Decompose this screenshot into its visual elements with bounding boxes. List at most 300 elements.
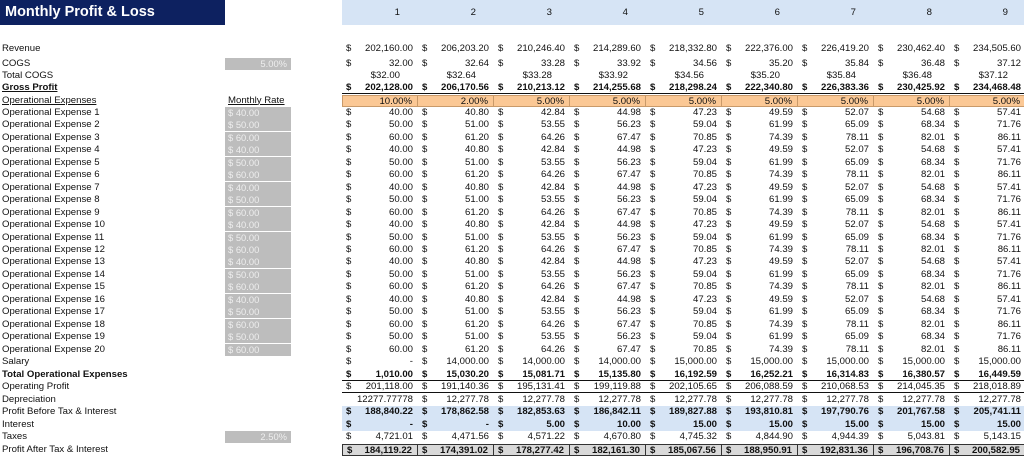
operational-expense-19-cell[interactable] [874,331,950,343]
operational-expense-8-cell[interactable] [418,194,494,206]
operational-expense-16-cell[interactable] [722,294,798,306]
operational-expense-12-cell[interactable] [874,244,950,256]
gross-profit-cell[interactable] [798,82,874,94]
operational-expense-18-cell[interactable] [798,319,874,331]
operational-expense-8-cell[interactable] [722,194,798,206]
operational-expense-19-cell[interactable] [722,331,798,343]
operational-expense-7-cell[interactable] [646,182,722,194]
operational-expense-10-cell[interactable] [950,219,1024,231]
profit-before-tax-interest-cell[interactable] [418,406,494,418]
operating-profit-cell[interactable] [798,381,874,393]
total-cogs-cell[interactable] [418,70,494,82]
operational-expense-1-cell[interactable] [950,107,1024,119]
operational-expense-8-cell[interactable] [494,194,570,206]
taxes-cell[interactable] [494,431,570,443]
operational-expense-14-cell[interactable] [950,269,1024,281]
operational-expense-19-cell[interactable] [798,331,874,343]
operational-expense-9-cell[interactable] [418,207,494,219]
cogs-cell[interactable] [950,58,1024,70]
operational-expense-12-cell[interactable] [418,244,494,256]
growth-rate-cell[interactable] [494,95,570,107]
operational-expense-20-cell[interactable] [874,344,950,356]
month-header-6[interactable]: 6 [774,7,780,18]
total-cogs-cell[interactable] [722,70,798,82]
operational-expense-3-cell[interactable] [494,132,570,144]
interest-cell[interactable] [874,419,950,431]
salary-cell[interactable] [874,356,950,368]
operational-expense-13-cell[interactable] [722,256,798,268]
cogs-cell[interactable] [722,58,798,70]
total-operational-expenses-cell[interactable] [570,369,646,381]
gross-profit-cell[interactable] [874,82,950,94]
taxes-cell[interactable] [342,431,418,443]
operational-expense-2-cell[interactable] [570,119,646,131]
profit-before-tax-interest-cell[interactable] [798,406,874,418]
interest-cell[interactable] [570,419,646,431]
operational-expense-17-cell[interactable] [798,306,874,318]
operational-expense-2-cell[interactable] [722,119,798,131]
operational-expense-2-cell[interactable] [646,119,722,131]
operational-expense-17-cell[interactable] [874,306,950,318]
operational-expense-11-cell[interactable] [342,232,418,244]
operational-expense-8-cell[interactable] [646,194,722,206]
operational-expense-20-cell[interactable] [494,344,570,356]
operational-expense-7-cell[interactable] [418,182,494,194]
operational-expense-5-cell[interactable] [494,157,570,169]
operational-expense-13-cell[interactable] [570,256,646,268]
operational-expense-19-cell[interactable] [646,331,722,343]
operational-expense-3-cell[interactable] [646,132,722,144]
total-cogs-cell[interactable] [494,70,570,82]
operating-profit-cell[interactable] [646,381,722,393]
operational-expense-11-cell[interactable] [798,232,874,244]
depreciation-cell[interactable] [798,394,874,406]
gross-profit-cell[interactable] [570,82,646,94]
total-operational-expenses-cell[interactable] [950,369,1024,381]
growth-rate-cell[interactable] [722,95,798,107]
month-header-9[interactable]: 9 [1002,7,1008,18]
monthly-rate-input-14[interactable]: $ 50.00 [225,269,291,281]
revenue-cell[interactable] [874,43,950,55]
operational-expense-8-cell[interactable] [798,194,874,206]
tax-rate-input[interactable]: 2.50% [225,431,291,443]
gross-profit-cell[interactable] [950,82,1024,94]
operational-expense-2-cell[interactable] [494,119,570,131]
revenue-cell[interactable] [494,43,570,55]
operational-expense-10-cell[interactable] [418,219,494,231]
operational-expense-18-cell[interactable] [722,319,798,331]
taxes-cell[interactable] [570,431,646,443]
operational-expense-14-cell[interactable] [342,269,418,281]
taxes-cell[interactable] [646,431,722,443]
operational-expense-6-cell[interactable] [418,169,494,181]
operational-expense-14-cell[interactable] [646,269,722,281]
profit-before-tax-interest-cell[interactable] [950,406,1024,418]
operational-expense-9-cell[interactable] [342,207,418,219]
operational-expense-1-cell[interactable] [418,107,494,119]
operational-expense-1-cell[interactable] [570,107,646,119]
operational-expense-20-cell[interactable] [418,344,494,356]
operational-expense-7-cell[interactable] [570,182,646,194]
operational-expense-17-cell[interactable] [494,306,570,318]
operational-expense-20-cell[interactable] [570,344,646,356]
revenue-cell[interactable] [418,43,494,55]
interest-cell[interactable] [494,419,570,431]
operational-expense-6-cell[interactable] [342,169,418,181]
operational-expense-8-cell[interactable] [950,194,1024,206]
operational-expense-18-cell[interactable] [342,319,418,331]
operational-expense-16-cell[interactable] [418,294,494,306]
operational-expense-16-cell[interactable] [798,294,874,306]
monthly-rate-input-5[interactable]: $ 50.00 [225,157,291,169]
monthly-rate-input-19[interactable]: $ 50.00 [225,331,291,343]
taxes-cell[interactable] [798,431,874,443]
operational-expense-12-cell[interactable] [722,244,798,256]
monthly-rate-input-15[interactable]: $ 60.00 [225,281,291,293]
operational-expense-5-cell[interactable] [418,157,494,169]
operational-expense-14-cell[interactable] [722,269,798,281]
operational-expense-17-cell[interactable] [950,306,1024,318]
operational-expense-17-cell[interactable] [646,306,722,318]
operational-expense-10-cell[interactable] [798,219,874,231]
operational-expense-7-cell[interactable] [722,182,798,194]
operational-expense-10-cell[interactable] [722,219,798,231]
total-cogs-cell[interactable] [798,70,874,82]
operational-expense-4-cell[interactable] [494,144,570,156]
operational-expense-17-cell[interactable] [418,306,494,318]
operational-expense-15-cell[interactable] [874,281,950,293]
revenue-cell[interactable] [722,43,798,55]
profit-after-tax-interest-cell[interactable] [570,444,646,456]
total-operational-expenses-cell[interactable] [646,369,722,381]
operational-expense-4-cell[interactable] [950,144,1024,156]
operational-expense-1-cell[interactable] [342,107,418,119]
operational-expense-12-cell[interactable] [646,244,722,256]
interest-cell[interactable] [950,419,1024,431]
operational-expense-4-cell[interactable] [874,144,950,156]
operational-expense-8-cell[interactable] [342,194,418,206]
profit-before-tax-interest-cell[interactable] [874,406,950,418]
total-cogs-cell[interactable] [646,70,722,82]
operational-expense-16-cell[interactable] [342,294,418,306]
depreciation-cell[interactable] [570,394,646,406]
cogs-cell[interactable] [874,58,950,70]
total-cogs-cell[interactable] [874,70,950,82]
operational-expense-9-cell[interactable] [494,207,570,219]
operational-expense-7-cell[interactable] [342,182,418,194]
salary-cell[interactable] [418,356,494,368]
operational-expense-15-cell[interactable] [646,281,722,293]
growth-rate-cell[interactable] [874,95,950,107]
operational-expense-3-cell[interactable] [950,132,1024,144]
operational-expense-6-cell[interactable] [570,169,646,181]
cogs-cell[interactable] [418,58,494,70]
operational-expense-9-cell[interactable] [722,207,798,219]
operational-expense-11-cell[interactable] [646,232,722,244]
taxes-cell[interactable] [874,431,950,443]
revenue-cell[interactable] [646,43,722,55]
operational-expense-1-cell[interactable] [874,107,950,119]
operational-expense-10-cell[interactable] [570,219,646,231]
monthly-rate-input-6[interactable]: $ 60.00 [225,169,291,181]
operational-expense-11-cell[interactable] [874,232,950,244]
operational-expense-4-cell[interactable] [646,144,722,156]
monthly-rate-input-1[interactable]: $ 40.00 [225,107,291,119]
operational-expense-5-cell[interactable] [570,157,646,169]
operational-expense-7-cell[interactable] [494,182,570,194]
profit-after-tax-interest-cell[interactable] [646,444,722,456]
operational-expense-17-cell[interactable] [722,306,798,318]
operating-profit-cell[interactable] [418,381,494,393]
monthly-rate-input-10[interactable]: $ 40.00 [225,219,291,231]
operational-expense-12-cell[interactable] [342,244,418,256]
operational-expense-15-cell[interactable] [570,281,646,293]
operational-expense-11-cell[interactable] [950,232,1024,244]
salary-cell[interactable] [494,356,570,368]
operational-expense-11-cell[interactable] [570,232,646,244]
operational-expense-3-cell[interactable] [874,132,950,144]
operational-expense-12-cell[interactable] [950,244,1024,256]
monthly-rate-input-12[interactable]: $ 60.00 [225,244,291,256]
operational-expense-13-cell[interactable] [950,256,1024,268]
total-operational-expenses-cell[interactable] [494,369,570,381]
monthly-rate-input-2[interactable]: $ 50.00 [225,119,291,131]
gross-profit-cell[interactable] [418,82,494,94]
operational-expense-7-cell[interactable] [950,182,1024,194]
operational-expense-13-cell[interactable] [874,256,950,268]
operational-expense-2-cell[interactable] [342,119,418,131]
profit-after-tax-interest-cell[interactable] [874,444,950,456]
taxes-cell[interactable] [722,431,798,443]
monthly-rate-input-20[interactable]: $ 60.00 [225,344,291,356]
profit-after-tax-interest-cell[interactable] [494,444,570,456]
operational-expense-14-cell[interactable] [494,269,570,281]
operational-expense-19-cell[interactable] [494,331,570,343]
operational-expense-16-cell[interactable] [874,294,950,306]
operational-expense-15-cell[interactable] [342,281,418,293]
operational-expense-18-cell[interactable] [570,319,646,331]
operational-expense-16-cell[interactable] [950,294,1024,306]
taxes-cell[interactable] [418,431,494,443]
monthly-rate-input-7[interactable]: $ 40.00 [225,182,291,194]
operational-expense-17-cell[interactable] [570,306,646,318]
salary-cell[interactable] [570,356,646,368]
operational-expense-6-cell[interactable] [722,169,798,181]
interest-cell[interactable] [798,419,874,431]
total-operational-expenses-cell[interactable] [342,369,418,381]
operational-expense-5-cell[interactable] [722,157,798,169]
cogs-cell[interactable] [342,58,418,70]
operational-expense-14-cell[interactable] [418,269,494,281]
salary-cell[interactable] [342,356,418,368]
operational-expense-6-cell[interactable] [646,169,722,181]
operational-expense-18-cell[interactable] [874,319,950,331]
operational-expense-14-cell[interactable] [874,269,950,281]
operational-expense-18-cell[interactable] [418,319,494,331]
salary-cell[interactable] [950,356,1024,368]
month-header-3[interactable]: 3 [546,7,552,18]
operational-expense-6-cell[interactable] [950,169,1024,181]
operational-expense-4-cell[interactable] [798,144,874,156]
gross-profit-cell[interactable] [342,82,418,94]
interest-cell[interactable] [342,419,418,431]
operational-expense-7-cell[interactable] [798,182,874,194]
operational-expense-17-cell[interactable] [342,306,418,318]
operational-expense-19-cell[interactable] [570,331,646,343]
growth-rate-cell[interactable] [342,95,418,107]
operational-expense-9-cell[interactable] [570,207,646,219]
total-cogs-cell[interactable] [570,70,646,82]
operational-expense-9-cell[interactable] [798,207,874,219]
monthly-rate-input-18[interactable]: $ 60.00 [225,319,291,331]
operational-expense-13-cell[interactable] [418,256,494,268]
operational-expense-15-cell[interactable] [494,281,570,293]
operational-expense-6-cell[interactable] [798,169,874,181]
total-operational-expenses-cell[interactable] [418,369,494,381]
growth-rate-cell[interactable] [570,95,646,107]
total-cogs-cell[interactable] [950,70,1024,82]
operational-expense-1-cell[interactable] [722,107,798,119]
operational-expense-20-cell[interactable] [646,344,722,356]
profit-after-tax-interest-cell[interactable] [722,444,798,456]
month-header-8[interactable]: 8 [926,7,932,18]
operational-expense-16-cell[interactable] [494,294,570,306]
operational-expense-5-cell[interactable] [874,157,950,169]
operational-expense-19-cell[interactable] [418,331,494,343]
taxes-cell[interactable] [950,431,1024,443]
profit-before-tax-interest-cell[interactable] [646,406,722,418]
monthly-rate-input-9[interactable]: $ 60.00 [225,207,291,219]
operational-expense-12-cell[interactable] [798,244,874,256]
operational-expense-14-cell[interactable] [570,269,646,281]
monthly-rate-input-17[interactable]: $ 50.00 [225,306,291,318]
operational-expense-15-cell[interactable] [418,281,494,293]
operational-expense-19-cell[interactable] [342,331,418,343]
operational-expense-13-cell[interactable] [646,256,722,268]
operational-expense-1-cell[interactable] [646,107,722,119]
operational-expense-13-cell[interactable] [798,256,874,268]
month-header-5[interactable]: 5 [698,7,704,18]
operational-expense-12-cell[interactable] [494,244,570,256]
operational-expense-2-cell[interactable] [950,119,1024,131]
total-operational-expenses-cell[interactable] [798,369,874,381]
monthly-rate-input-4[interactable]: $ 40.00 [225,144,291,156]
operational-expense-18-cell[interactable] [646,319,722,331]
profit-before-tax-interest-cell[interactable] [342,406,418,418]
gross-profit-cell[interactable] [646,82,722,94]
operational-expense-20-cell[interactable] [722,344,798,356]
operational-expense-10-cell[interactable] [646,219,722,231]
operational-expense-16-cell[interactable] [646,294,722,306]
operating-profit-cell[interactable] [494,381,570,393]
salary-cell[interactable] [722,356,798,368]
operational-expense-5-cell[interactable] [798,157,874,169]
operational-expense-15-cell[interactable] [798,281,874,293]
cogs-cell[interactable] [646,58,722,70]
operational-expense-9-cell[interactable] [646,207,722,219]
operational-expense-16-cell[interactable] [570,294,646,306]
operational-expense-11-cell[interactable] [722,232,798,244]
revenue-cell[interactable] [798,43,874,55]
depreciation-cell[interactable] [722,394,798,406]
profit-before-tax-interest-cell[interactable] [494,406,570,418]
month-header-2[interactable]: 2 [470,7,476,18]
cogs-rate-input[interactable]: 5.00% [225,58,291,70]
revenue-cell[interactable] [342,43,418,55]
operational-expense-7-cell[interactable] [874,182,950,194]
operational-expense-13-cell[interactable] [494,256,570,268]
operational-expense-2-cell[interactable] [874,119,950,131]
revenue-cell[interactable] [950,43,1024,55]
interest-cell[interactable] [418,419,494,431]
operational-expense-20-cell[interactable] [798,344,874,356]
operational-expense-6-cell[interactable] [494,169,570,181]
operational-expense-15-cell[interactable] [950,281,1024,293]
month-header-1[interactable]: 1 [394,7,400,18]
operational-expense-2-cell[interactable] [418,119,494,131]
monthly-rate-input-8[interactable]: $ 50.00 [225,194,291,206]
interest-cell[interactable] [646,419,722,431]
total-cogs-cell[interactable] [342,70,418,82]
operational-expense-10-cell[interactable] [494,219,570,231]
growth-rate-cell[interactable] [418,95,494,107]
operational-expense-20-cell[interactable] [342,344,418,356]
profit-after-tax-interest-cell[interactable] [342,444,418,456]
operating-profit-cell[interactable] [874,381,950,393]
monthly-rate-input-3[interactable]: $ 60.00 [225,132,291,144]
depreciation-cell[interactable] [494,394,570,406]
salary-cell[interactable] [798,356,874,368]
depreciation-cell[interactable] [646,394,722,406]
month-header-7[interactable]: 7 [850,7,856,18]
operational-expense-11-cell[interactable] [418,232,494,244]
operational-expense-4-cell[interactable] [418,144,494,156]
operational-expense-5-cell[interactable] [950,157,1024,169]
operational-expense-8-cell[interactable] [874,194,950,206]
operational-expense-4-cell[interactable] [570,144,646,156]
operational-expense-13-cell[interactable] [342,256,418,268]
monthly-rate-input-11[interactable]: $ 50.00 [225,232,291,244]
total-operational-expenses-cell[interactable] [874,369,950,381]
operational-expense-4-cell[interactable] [722,144,798,156]
operational-expense-1-cell[interactable] [798,107,874,119]
operational-expense-14-cell[interactable] [798,269,874,281]
profit-after-tax-interest-cell[interactable] [418,444,494,456]
operational-expense-18-cell[interactable] [950,319,1024,331]
operational-expense-2-cell[interactable] [798,119,874,131]
operational-expense-3-cell[interactable] [570,132,646,144]
operational-expense-6-cell[interactable] [874,169,950,181]
profit-after-tax-interest-cell[interactable] [798,444,874,456]
depreciation-cell[interactable] [342,394,418,406]
operational-expense-15-cell[interactable] [722,281,798,293]
growth-rate-cell[interactable] [646,95,722,107]
depreciation-cell[interactable] [874,394,950,406]
operating-profit-cell[interactable] [342,381,418,393]
operational-expense-3-cell[interactable] [342,132,418,144]
profit-after-tax-interest-cell[interactable] [950,444,1024,456]
operational-expense-5-cell[interactable] [646,157,722,169]
revenue-cell[interactable] [570,43,646,55]
operational-expense-1-cell[interactable] [494,107,570,119]
operational-expense-19-cell[interactable] [950,331,1024,343]
operational-expense-12-cell[interactable] [570,244,646,256]
monthly-rate-input-13[interactable]: $ 40.00 [225,256,291,268]
month-header-4[interactable]: 4 [622,7,628,18]
operational-expense-3-cell[interactable] [722,132,798,144]
cogs-cell[interactable] [798,58,874,70]
growth-rate-cell[interactable] [798,95,874,107]
